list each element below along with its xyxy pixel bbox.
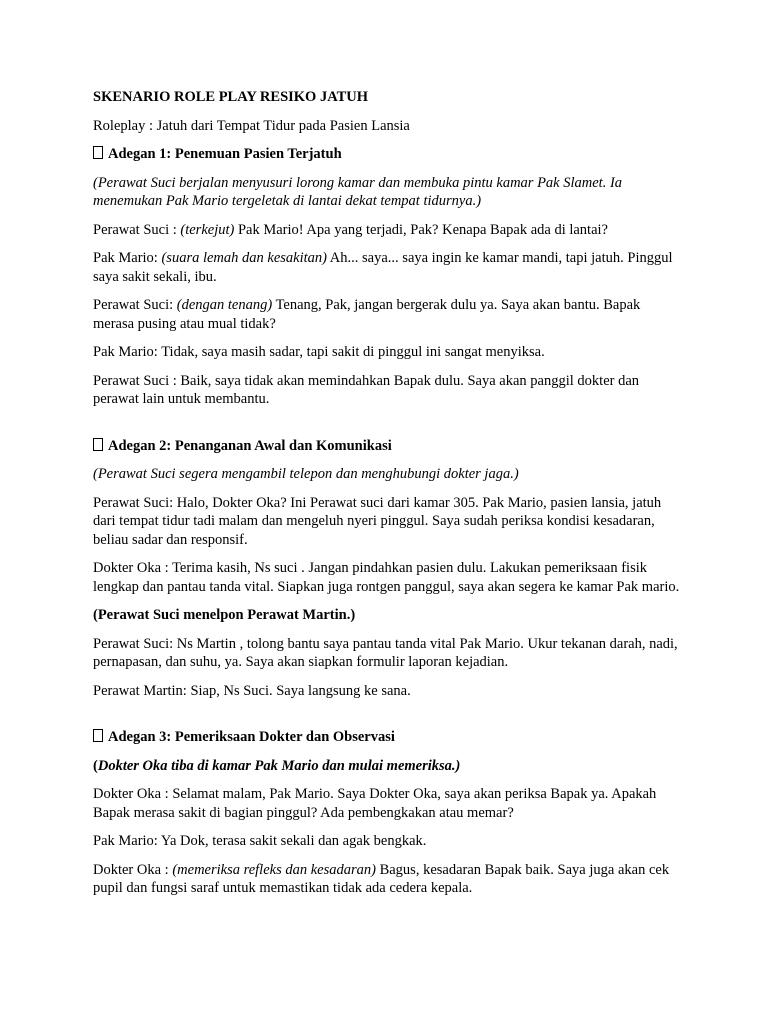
dialogue-line: Dokter Oka : (memeriksa refleks dan kesadaran) Bagus, kesadaran Bapak baik. Saya juga akan cek pupil dan fungsi saraf untuk memastikan tidak ada cedera kepala.: [93, 861, 670, 896]
dialogue-line: Pak Mario: (suara lemah dan kesakitan) Ah... saya... saya ingin ke kamar mandi, tapi jatuh. Pinggul saya sakit sekali, ibu.: [93, 250, 673, 285]
dialogue-line: Perawat Suci: (dengan tenang) Tenang, Pak, jangan bergerak dulu ya. Saya akan bantu. Bapak merasa pusing atau mual tidak?: [93, 297, 641, 332]
dialogue-line: Perawat Martin: Siap, Ns Suci. Saya langsung ke sana.: [93, 682, 411, 699]
checkbox-icon: [93, 146, 103, 159]
document-title: SKENARIO ROLE PLAY RESIKO JATUH: [93, 89, 369, 105]
scene-1-heading: Adegan 1: Penemuan Pasien Terjatuh: [93, 145, 683, 164]
dialogue-line: Perawat Suci : (terkejut) Pak Mario! Apa yang terjadi, Pak? Kenapa Bapak ada di lantai?: [93, 221, 608, 238]
scene-1-stage-direction: (Perawat Suci berjalan menyusuri lorong kamar dan membuka pintu kamar Pak Slamet. Ia menemukan Pak Mario tergeletak di lantai dekat tempat tidurnya.): [93, 174, 623, 209]
scene-2-stage-direction: (Perawat Suci segera mengambil telepon dan menghubungi dokter jaga.): [93, 466, 519, 482]
dialogue-line: Perawat Suci: Ns Martin , tolong bantu saya pantau tanda vital Pak Mario. Ukur tekanan darah, nadi, pernapasan, dan suhu, ya. Saya akan siapkan formulir laporan kejadian.: [93, 635, 678, 670]
scene-3-heading: Adegan 3: Pemeriksaan Dokter dan Observasi: [93, 728, 683, 747]
dialogue-line: Perawat Suci: Halo, Dokter Oka? Ini Perawat suci dari kamar 305. Pak Mario, pasien lansia, jatuh dari tempat tidur tadi malam dan mengeluh nyeri pinggul. Saya sudah periksa kondisi kesadaran, beliau sadar dan responsif.: [93, 494, 662, 548]
dialogue-line: Dokter Oka : Terima kasih, Ns suci . Jangan pindahkan pasien dulu. Lakukan pemeriksaan fisik lengkap dan pantau tanda vital. Siapkan juga rontgen panggul, saya akan segera ke kamar Pak mario.: [93, 560, 680, 595]
dialogue-line: Pak Mario: Ya Dok, terasa sakit sekali dan agak bengkak.: [93, 833, 427, 849]
checkbox-icon: [93, 438, 103, 451]
dialogue-line: Perawat Suci : Baik, saya tidak akan memindahkan Bapak dulu. Saya akan panggil dokter dan perawat lain untuk membantu.: [93, 372, 640, 407]
scene-2-stage-direction-bold: (Perawat Suci menelpon Perawat Martin.): [93, 607, 356, 623]
document-body: [93, 88, 683, 908]
dialogue-line: Dokter Oka : Selamat malam, Pak Mario. Saya Dokter Oka, saya akan periksa Bapak ya. Apakah Bapak merasa sakit di bagian pinggul? Ada pembengkakan atau memar?: [93, 786, 657, 821]
spacer: [93, 710, 683, 728]
dialogue-line: Pak Mario: Tidak, saya masih sadar, tapi sakit di pinggul ini sangat menyiksa.: [93, 344, 545, 360]
scene-3-stage-direction: (Dokter Oka tiba di kamar Pak Mario dan mulai memeriksa.): [93, 757, 461, 774]
spacer: [93, 419, 683, 437]
checkbox-icon: [93, 729, 103, 742]
scene-2-heading: Adegan 2: Penanganan Awal dan Komunikasi: [93, 437, 683, 456]
document-subtitle: Roleplay : Jatuh dari Tempat Tidur pada Pasien Lansia: [93, 117, 410, 134]
